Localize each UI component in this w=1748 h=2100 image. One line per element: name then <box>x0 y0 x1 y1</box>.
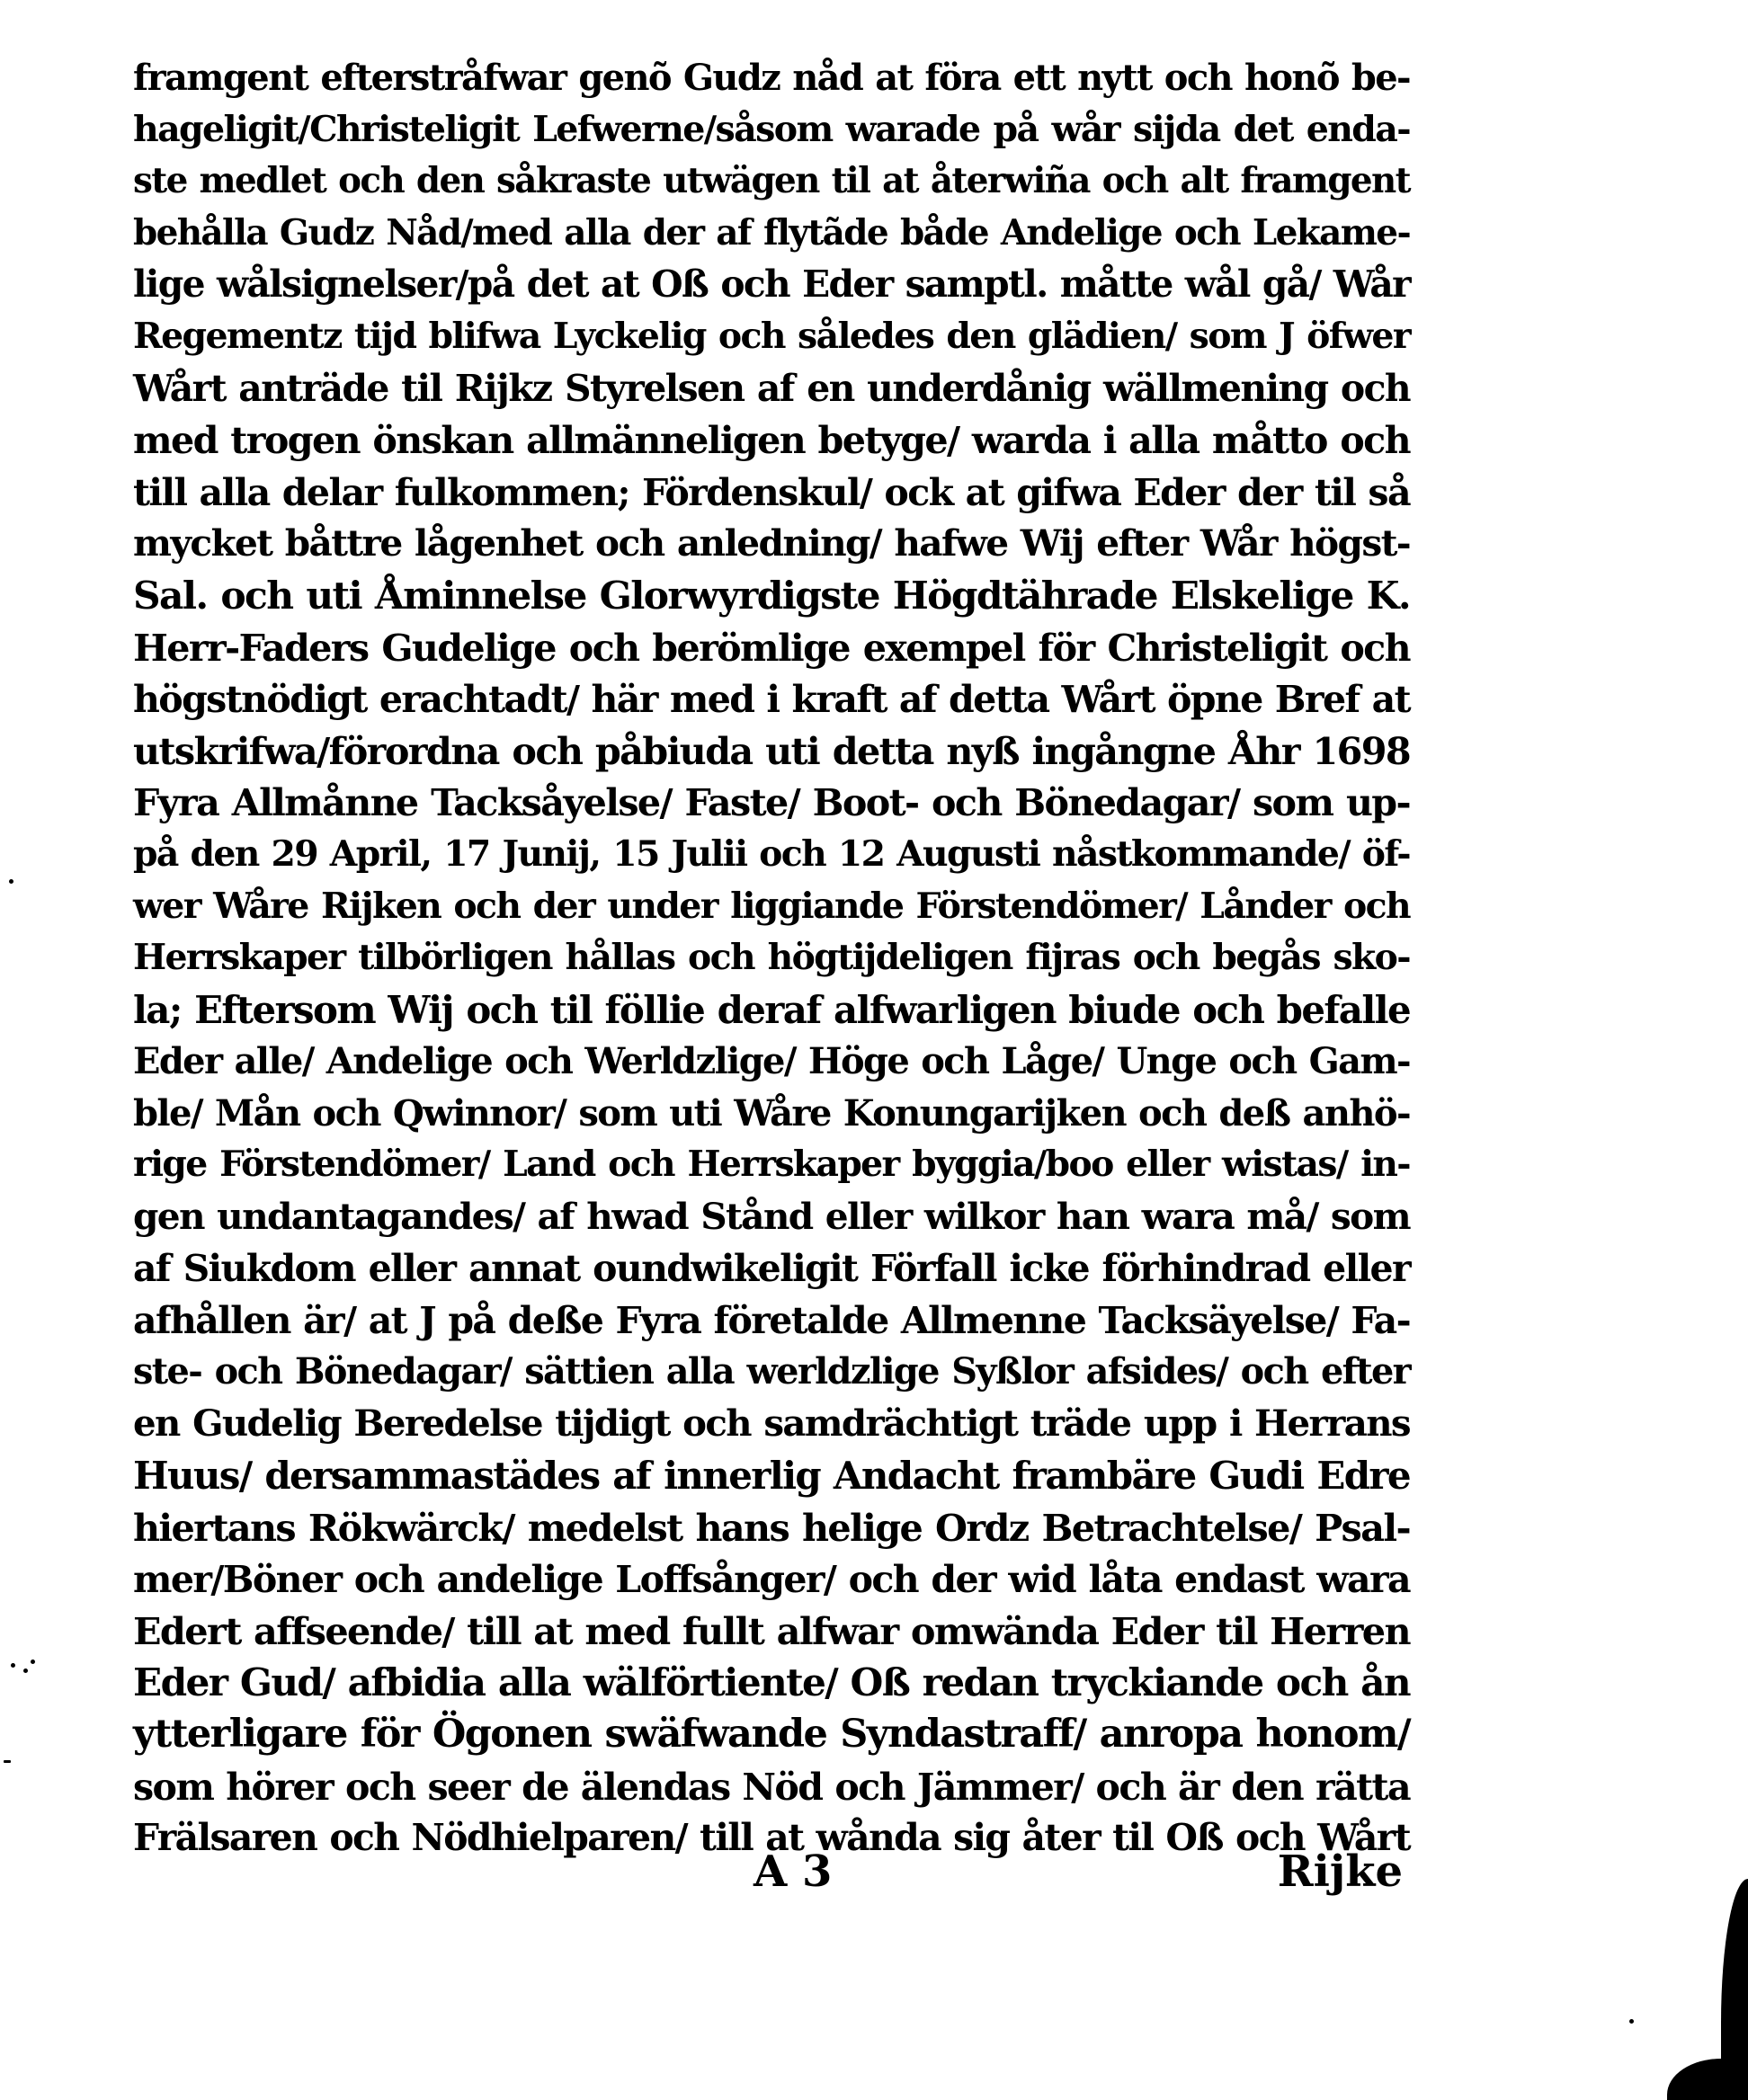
text-line-23: gen undantagandes/ af hwad Stånd eller wilkor han wara må/ som <box>133 1195 1410 1239</box>
body-text <box>133 52 1410 1864</box>
text-line-30: mer/Böner och andelige Loffsånger/ och der wid låta endast wara <box>133 1557 1410 1602</box>
scan-speck <box>4 1760 11 1763</box>
text-line-1: framgent efterstråfwar genõ Gudz nåd at föra ett nytt och honõ be- <box>133 57 1410 99</box>
scan-speck <box>1629 2019 1634 2024</box>
signature-mark: A 3 <box>754 1846 833 1897</box>
text-line-31: Edert affseende/ till at med fullt alfwar omwända Eder til Herren <box>133 1608 1410 1653</box>
text-line-18: Herrskaper tilbörligen hållas och högtijdeligen fijras och begås sko- <box>133 937 1410 979</box>
scan-speck <box>23 1668 28 1673</box>
text-line-4: behålla Gudz Nåd/med alla der af flytãde både Andelige och Lekame- <box>133 211 1410 254</box>
text-line-14: utskrifwa/förordna och påbiuda uti detta nyß ingångne Åhr 1698 <box>133 728 1410 773</box>
scan-speck <box>9 879 13 884</box>
text-line-9: till alla delar fulkommen; Fördenskul/ ock at gifwa Eder der til så <box>133 469 1410 514</box>
text-line-34: som hörer och seer de älendas Nöd och Jämmer/ och är den rätta <box>133 1764 1410 1809</box>
text-line-33: ytterligare för Ögonen swäfwande Syndastraff/ anropa honom/ <box>133 1712 1410 1757</box>
text-line-12: Herr-Faders Gudelige och berömlige exempel för Christeligit och <box>133 625 1410 670</box>
scan-speck <box>31 1660 35 1664</box>
text-line-2: hageligit/Christeligit Lefwerne/såsom warade på wår sijda det enda- <box>133 108 1410 150</box>
text-line-28: Huus/ dersammastädes af innerlig Andacht frambäre Gudi Edre <box>133 1454 1410 1499</box>
text-line-35: Frälsaren och Nödhielparen/ till at wånda sig åter til Oß och Wårt <box>133 1816 1410 1860</box>
page-footer <box>133 1845 1410 1899</box>
text-line-32: Eder Gud/ afbidia alla wälförtiente/ Oß redan tryckiande och ån <box>133 1660 1410 1705</box>
text-line-27: en Gudelig Beredelse tijdigt och samdrächtigt träde upp i Herrans <box>133 1402 1410 1446</box>
text-line-13: högstnödigt erachtadt/ här med i kraft af detta Wårt öpne Bref at <box>133 677 1410 722</box>
text-line-15: Fyra Allmånne Tacksåyelse/ Faste/ Boot- och Bönedagar/ som up- <box>133 780 1410 825</box>
text-line-26: ste- och Bönedagar/ sättien alla werldzlige Syßlor afsides/ och efter <box>133 1350 1410 1393</box>
catchword: Rijke <box>1277 1846 1403 1897</box>
text-line-7: Wårt anträde til Rijkz Styrelsen af en underdånig wällmening och <box>133 366 1410 410</box>
text-line-29: hiertans Rökwärck/ medelst hans helige Ordz Betrachtelse/ Psal- <box>133 1505 1410 1550</box>
text-line-8: med trogen önskan allmänneligen betyge/ warda i alla måtto och <box>133 418 1410 463</box>
text-line-3: ste medlet och den såkraste utwägen til at återwiña och alt framgent <box>133 161 1410 202</box>
text-line-5: lige wålsignelser/på det at Oß och Eder samptl. måtte wål gå/ Wår <box>133 262 1410 307</box>
text-line-22: rige Förstendömer/ Land och Herrskaper byggia/boo eller wistas/ in- <box>133 1143 1410 1186</box>
text-line-17: wer Wåre Rijken och der under liggiande Förstendömer/ Lånder och <box>133 885 1410 927</box>
text-line-10: mycket båttre lågenhet och anledning/ hafwe Wij efter Wår högst- <box>133 521 1410 565</box>
scan-speck <box>11 1663 15 1668</box>
text-line-20: Eder alle/ Andelige och Werldzlige/ Höge och Låge/ Unge och Gam- <box>133 1040 1410 1083</box>
text-line-6: Regementz tijd blifwa Lyckelig och således den glädien/ som J öfwer <box>133 315 1410 357</box>
text-line-19: la; Eftersom Wij och til föllie deraf alfwarligen biude och befalle <box>133 987 1410 1032</box>
text-line-24: af Siukdom eller annat oundwikeligit Förfall icke förhindrad eller <box>133 1246 1410 1290</box>
text-line-21: ble/ Mån och Qwinnor/ som uti Wåre Konungarijken och deß anhö- <box>133 1091 1410 1135</box>
text-line-25: afhållen är/ at J på deße Fyra företalde Allmenne Tacksäyelse/ Fa- <box>133 1298 1410 1343</box>
text-line-16: på den 29 April, 17 Junij, 15 Julii och 12 Augusti nåstkommande/ öf- <box>133 832 1410 875</box>
text-line-11: Sal. och uti Åminnelse Glorwyrdigste Högdtährade Elskelige K. <box>133 572 1410 618</box>
page-corner-shadow <box>1667 2059 1748 2100</box>
